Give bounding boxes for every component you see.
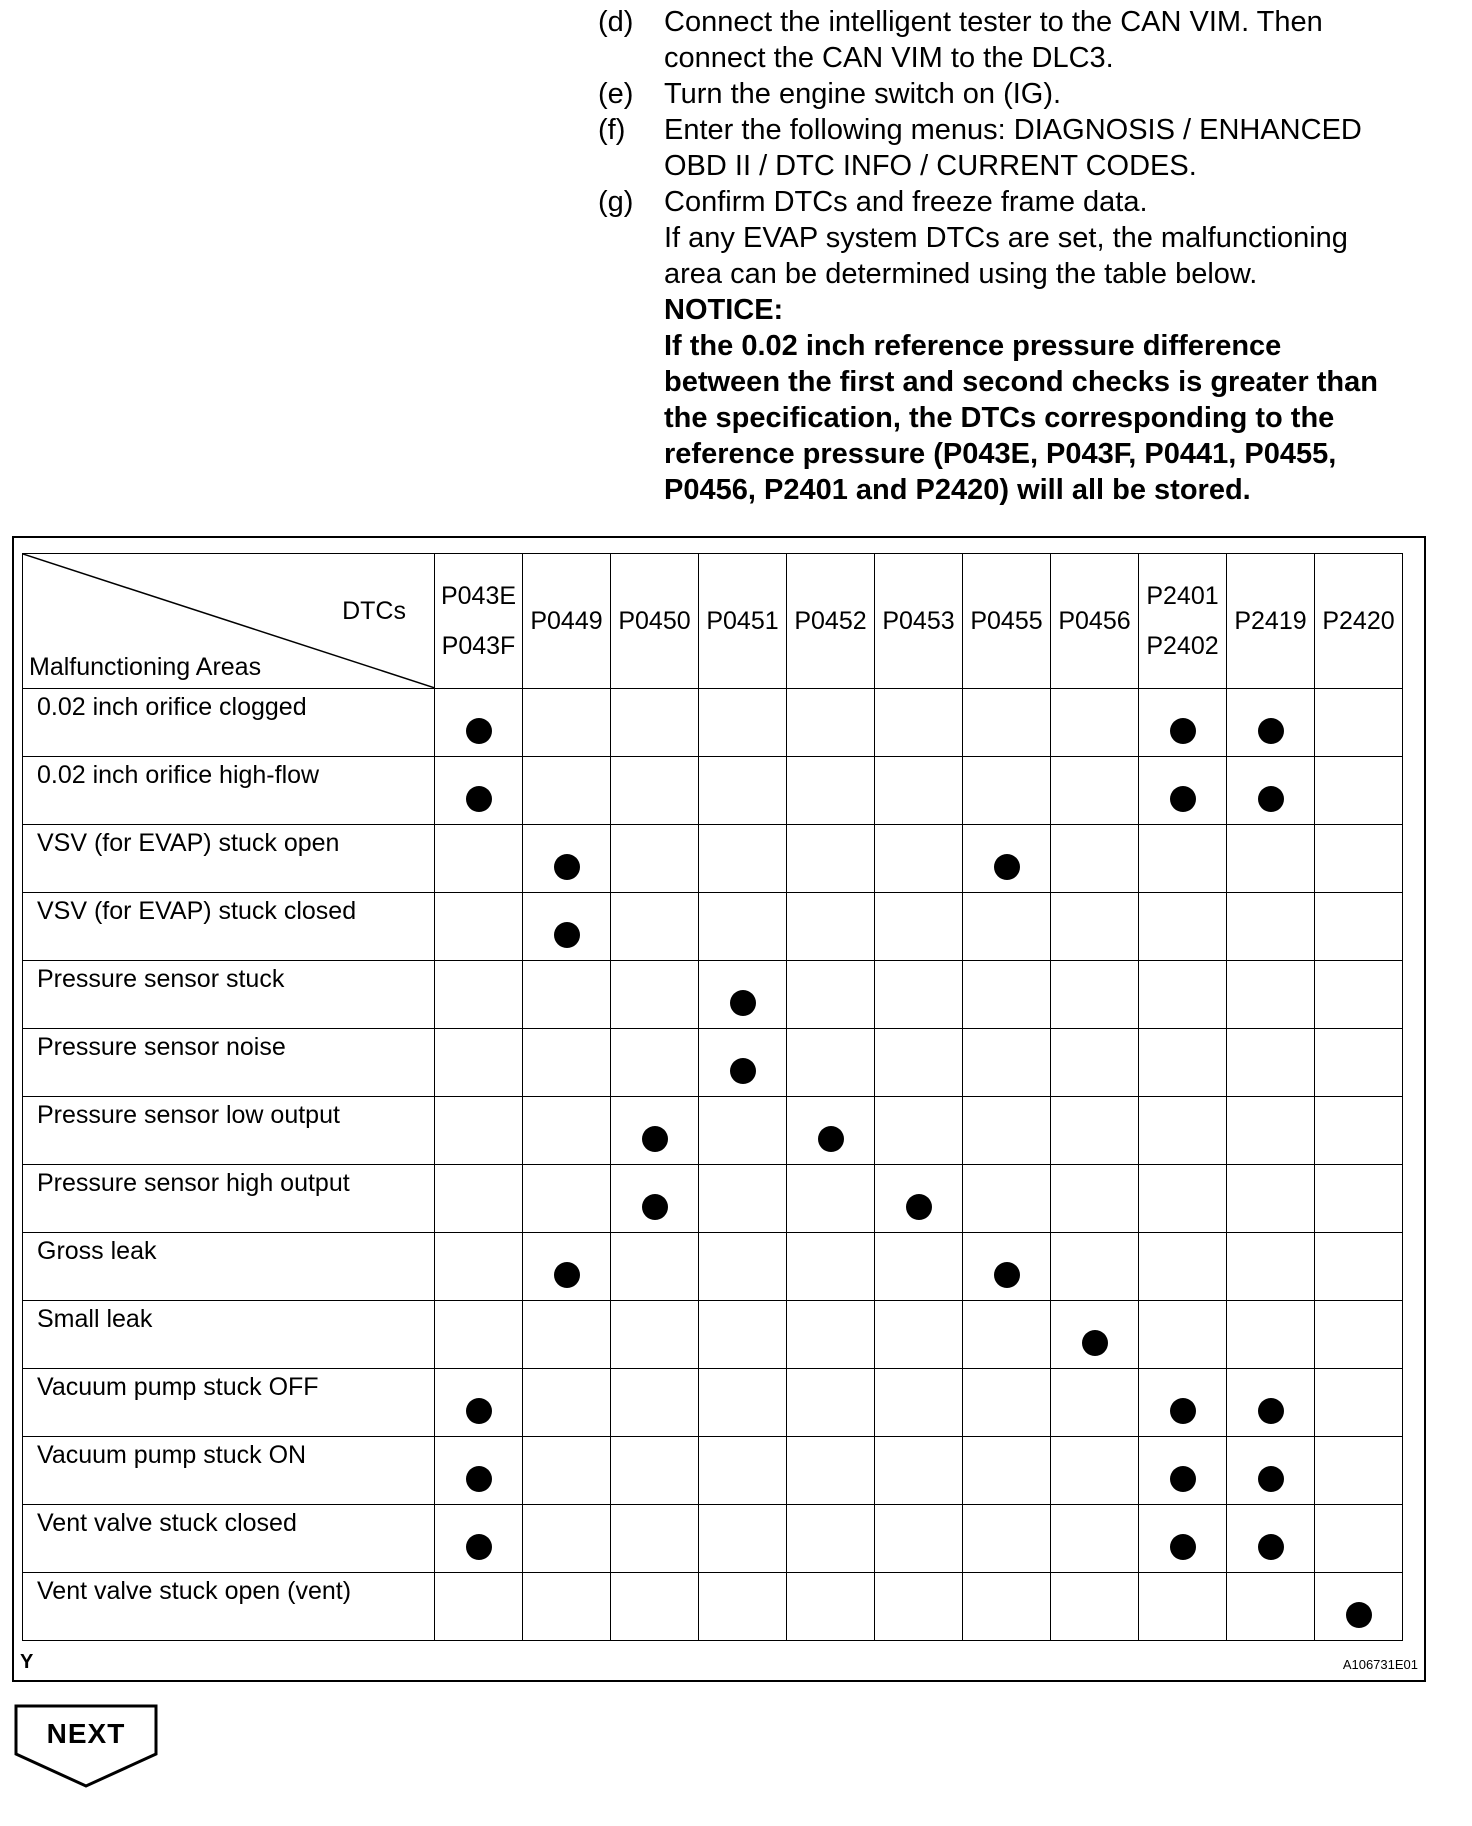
dtc-code: P0455 bbox=[970, 607, 1043, 635]
matrix-header-row bbox=[23, 554, 1403, 689]
matrix-cell bbox=[523, 1369, 611, 1437]
dtc-column-header bbox=[699, 554, 787, 689]
step-letter: (e) bbox=[598, 78, 634, 110]
dtc-column-header bbox=[875, 554, 963, 689]
matrix-cell bbox=[1139, 961, 1227, 1029]
matrix-cell bbox=[435, 1097, 523, 1165]
matrix-cell bbox=[1139, 1369, 1227, 1437]
dtc-mark-dot bbox=[642, 1194, 668, 1220]
matrix-cell bbox=[1227, 893, 1315, 961]
malfunction-area-cell: Pressure sensor stuck bbox=[23, 961, 435, 1029]
matrix-cell bbox=[1139, 825, 1227, 893]
matrix-cell bbox=[435, 1233, 523, 1301]
step-letter: (f) bbox=[598, 114, 626, 146]
matrix-cell bbox=[611, 1233, 699, 1301]
dtc-code: P0450 bbox=[618, 607, 691, 635]
dtc-mark-dot bbox=[730, 990, 756, 1016]
step-text bbox=[664, 76, 1438, 112]
matrix-cell bbox=[435, 1437, 523, 1505]
next-button-label: NEXT bbox=[46, 1718, 126, 1749]
matrix-cell bbox=[1315, 1369, 1403, 1437]
matrix-cell bbox=[875, 1369, 963, 1437]
malfunction-area-cell: Vent valve stuck open (vent) bbox=[23, 1573, 435, 1641]
dtc-mark-dot bbox=[466, 786, 492, 812]
dtc-code: P0452 bbox=[794, 607, 867, 635]
dtc-mark-dot bbox=[730, 1058, 756, 1084]
malfunction-area-cell: Pressure sensor low output bbox=[23, 1097, 435, 1165]
matrix-cell bbox=[435, 689, 523, 757]
matrix-cell bbox=[1139, 1505, 1227, 1573]
matrix-cell bbox=[875, 1165, 963, 1233]
matrix-cell bbox=[1051, 1437, 1139, 1505]
dtc-code: P2402 bbox=[1146, 632, 1219, 660]
matrix-cell bbox=[963, 1573, 1051, 1641]
notice-line: reference pressure (P043E, P043F, P0441, P0455, bbox=[664, 438, 1337, 470]
step-line: OBD II / DTC INFO / CURRENT CODES. bbox=[664, 150, 1197, 182]
matrix-cell bbox=[699, 1369, 787, 1437]
matrix-cell bbox=[699, 1233, 787, 1301]
matrix-cell bbox=[435, 1369, 523, 1437]
matrix-cell bbox=[1315, 1301, 1403, 1369]
matrix-cell bbox=[523, 1233, 611, 1301]
matrix-cell bbox=[1051, 1029, 1139, 1097]
matrix-cell bbox=[435, 825, 523, 893]
matrix-cell bbox=[611, 1165, 699, 1233]
step-letter: (d) bbox=[598, 6, 634, 38]
matrix-cell bbox=[787, 1233, 875, 1301]
matrix-cell bbox=[787, 1573, 875, 1641]
matrix-cell bbox=[699, 825, 787, 893]
matrix-cell bbox=[1227, 961, 1315, 1029]
matrix-cell bbox=[1315, 1573, 1403, 1641]
matrix-cell bbox=[787, 757, 875, 825]
matrix-cell bbox=[875, 1029, 963, 1097]
matrix-cell bbox=[611, 1573, 699, 1641]
dtc-mark-dot bbox=[1170, 718, 1196, 744]
matrix-cell bbox=[787, 1029, 875, 1097]
matrix-cell bbox=[1315, 1165, 1403, 1233]
matrix-cell bbox=[787, 1097, 875, 1165]
malfunction-area-cell: Vacuum pump stuck OFF bbox=[23, 1369, 435, 1437]
step-text bbox=[664, 184, 1438, 508]
matrix-cell bbox=[963, 1301, 1051, 1369]
matrix-cell bbox=[1227, 1505, 1315, 1573]
matrix-cell bbox=[611, 1097, 699, 1165]
matrix-row bbox=[23, 1165, 1403, 1233]
matrix-cell bbox=[1315, 689, 1403, 757]
matrix-cell bbox=[1051, 893, 1139, 961]
dtc-code: P0453 bbox=[882, 607, 955, 635]
matrix-cell bbox=[1315, 1437, 1403, 1505]
matrix-cell bbox=[1139, 689, 1227, 757]
matrix-row bbox=[23, 961, 1403, 1029]
dtc-mark-dot bbox=[1170, 786, 1196, 812]
step-item bbox=[598, 184, 1438, 508]
matrix-cell bbox=[523, 1505, 611, 1573]
matrix-cell bbox=[1227, 1369, 1315, 1437]
matrix-cell bbox=[435, 893, 523, 961]
matrix-cell bbox=[611, 961, 699, 1029]
figure-code: A106731E01 bbox=[1342, 1657, 1418, 1672]
notice-line: between the first and second checks is greater than bbox=[664, 366, 1378, 398]
matrix-cell bbox=[699, 961, 787, 1029]
matrix-cell bbox=[1051, 1573, 1139, 1641]
matrix-cell bbox=[523, 1165, 611, 1233]
matrix-cell bbox=[1139, 1165, 1227, 1233]
dtc-code: P2401 bbox=[1146, 582, 1219, 610]
matrix-cell bbox=[611, 757, 699, 825]
dtc-matrix-table bbox=[22, 553, 1403, 1641]
matrix-cell bbox=[1227, 1097, 1315, 1165]
matrix-cell bbox=[435, 1029, 523, 1097]
dtc-mark-dot bbox=[466, 718, 492, 744]
step-line: connect the CAN VIM to the DLC3. bbox=[664, 42, 1114, 74]
matrix-cell bbox=[523, 893, 611, 961]
matrix-cell bbox=[875, 1097, 963, 1165]
dtc-column-header bbox=[1227, 554, 1315, 689]
matrix-cell bbox=[787, 689, 875, 757]
dtc-column-header bbox=[435, 554, 523, 689]
dtc-code: P0449 bbox=[530, 607, 603, 635]
matrix-cell bbox=[963, 1029, 1051, 1097]
matrix-cell bbox=[1227, 1165, 1315, 1233]
step-item bbox=[598, 76, 1438, 112]
matrix-cell bbox=[1051, 1505, 1139, 1573]
dtc-mark-dot bbox=[1258, 718, 1284, 744]
step-line: If any EVAP system DTCs are set, the malfunctioning bbox=[664, 222, 1348, 254]
matrix-cell bbox=[435, 1573, 523, 1641]
dtc-column-header bbox=[1139, 554, 1227, 689]
matrix-cell bbox=[699, 893, 787, 961]
matrix-cell bbox=[523, 1573, 611, 1641]
dtc-code: P2419 bbox=[1234, 607, 1307, 635]
dtc-column-header bbox=[963, 554, 1051, 689]
matrix-cell bbox=[963, 825, 1051, 893]
matrix-cell bbox=[875, 689, 963, 757]
matrix-cell bbox=[435, 1301, 523, 1369]
dtc-column-header bbox=[787, 554, 875, 689]
dtc-code: P043F bbox=[441, 632, 516, 660]
matrix-cell bbox=[1227, 1437, 1315, 1505]
matrix-cell bbox=[963, 1369, 1051, 1437]
matrix-cell bbox=[611, 893, 699, 961]
dtc-mark-dot bbox=[466, 1534, 492, 1560]
procedure-steps bbox=[598, 4, 1438, 508]
dtc-mark-dot bbox=[642, 1126, 668, 1152]
dtc-mark-dot bbox=[554, 1262, 580, 1288]
matrix-cell bbox=[435, 961, 523, 1029]
matrix-cell bbox=[963, 1437, 1051, 1505]
step-item bbox=[598, 4, 1438, 76]
matrix-row bbox=[23, 1097, 1403, 1165]
matrix-cell bbox=[875, 1505, 963, 1573]
matrix-cell bbox=[435, 757, 523, 825]
corner-dtcs-label: DTCs bbox=[342, 597, 406, 625]
matrix-cell bbox=[1051, 1165, 1139, 1233]
dtc-mark-dot bbox=[1346, 1602, 1372, 1628]
matrix-cell bbox=[1051, 1097, 1139, 1165]
dtc-mark-dot bbox=[1258, 1534, 1284, 1560]
matrix-cell bbox=[963, 757, 1051, 825]
next-button[interactable] bbox=[14, 1704, 158, 1788]
step-line: Confirm DTCs and freeze frame data. bbox=[664, 186, 1148, 218]
matrix-row bbox=[23, 893, 1403, 961]
matrix-row bbox=[23, 1029, 1403, 1097]
matrix-cell bbox=[1315, 757, 1403, 825]
dtc-mark-dot bbox=[554, 922, 580, 948]
malfunction-area-cell: 0.02 inch orifice clogged bbox=[23, 689, 435, 757]
matrix-cell bbox=[963, 689, 1051, 757]
step-text bbox=[664, 4, 1438, 76]
matrix-cell bbox=[523, 1437, 611, 1505]
matrix-cell bbox=[699, 1437, 787, 1505]
dtc-mark-dot bbox=[1082, 1330, 1108, 1356]
dtc-mark-dot bbox=[1258, 1466, 1284, 1492]
matrix-cell bbox=[1051, 825, 1139, 893]
matrix-cell bbox=[1139, 1301, 1227, 1369]
matrix-cell bbox=[1315, 961, 1403, 1029]
matrix-cell bbox=[1139, 1097, 1227, 1165]
matrix-cell bbox=[1227, 1029, 1315, 1097]
step-item bbox=[598, 112, 1438, 184]
matrix-cell bbox=[1315, 1233, 1403, 1301]
matrix-cell bbox=[611, 689, 699, 757]
matrix-cell bbox=[787, 1165, 875, 1233]
malfunction-area-cell: Pressure sensor high output bbox=[23, 1165, 435, 1233]
dtc-mark-dot bbox=[1170, 1534, 1196, 1560]
matrix-cell bbox=[963, 1165, 1051, 1233]
dtc-column-header bbox=[611, 554, 699, 689]
matrix-cell bbox=[1139, 757, 1227, 825]
matrix-row bbox=[23, 689, 1403, 757]
matrix-cell bbox=[1315, 1097, 1403, 1165]
matrix-cell bbox=[1227, 1301, 1315, 1369]
malfunction-area-cell: VSV (for EVAP) stuck open bbox=[23, 825, 435, 893]
matrix-cell bbox=[875, 825, 963, 893]
matrix-cell bbox=[787, 893, 875, 961]
dtc-mark-dot bbox=[1170, 1466, 1196, 1492]
matrix-cell bbox=[699, 1301, 787, 1369]
matrix-cell bbox=[963, 1233, 1051, 1301]
matrix-cell bbox=[1315, 1029, 1403, 1097]
malfunction-area-cell: Small leak bbox=[23, 1301, 435, 1369]
matrix-corner-cell bbox=[23, 554, 435, 689]
matrix-row bbox=[23, 1301, 1403, 1369]
malfunction-area-cell: Pressure sensor noise bbox=[23, 1029, 435, 1097]
matrix-cell bbox=[523, 825, 611, 893]
matrix-cell bbox=[1051, 1233, 1139, 1301]
matrix-cell bbox=[1139, 1573, 1227, 1641]
matrix-cell bbox=[787, 1369, 875, 1437]
matrix-cell bbox=[787, 825, 875, 893]
matrix-cell bbox=[875, 757, 963, 825]
matrix-cell bbox=[875, 1301, 963, 1369]
matrix-cell bbox=[611, 1505, 699, 1573]
malfunction-area-cell: Gross leak bbox=[23, 1233, 435, 1301]
matrix-cell bbox=[435, 1505, 523, 1573]
matrix-cell bbox=[1051, 1301, 1139, 1369]
matrix-cell bbox=[523, 757, 611, 825]
matrix-cell bbox=[699, 1505, 787, 1573]
dtc-code: P043E bbox=[440, 582, 517, 610]
matrix-row bbox=[23, 1437, 1403, 1505]
dtc-mark-dot bbox=[1258, 1398, 1284, 1424]
dtc-matrix-figure bbox=[12, 536, 1426, 1682]
matrix-row bbox=[23, 1233, 1403, 1301]
dtc-column-header bbox=[1051, 554, 1139, 689]
matrix-cell bbox=[963, 961, 1051, 1029]
matrix-cell bbox=[1051, 961, 1139, 1029]
malfunction-area-cell: VSV (for EVAP) stuck closed bbox=[23, 893, 435, 961]
matrix-cell bbox=[787, 1301, 875, 1369]
matrix-cell bbox=[963, 1097, 1051, 1165]
matrix-cell bbox=[699, 1573, 787, 1641]
matrix-cell bbox=[1139, 1437, 1227, 1505]
dtc-mark-dot bbox=[994, 1262, 1020, 1288]
dtc-mark-dot bbox=[554, 854, 580, 880]
dtc-mark-dot bbox=[906, 1194, 932, 1220]
matrix-row bbox=[23, 825, 1403, 893]
matrix-row bbox=[23, 1573, 1403, 1641]
step-line: Enter the following menus: DIAGNOSIS / ENHANCED bbox=[664, 114, 1362, 146]
matrix-cell bbox=[1227, 689, 1315, 757]
matrix-row bbox=[23, 1369, 1403, 1437]
matrix-cell bbox=[1315, 825, 1403, 893]
matrix-cell bbox=[1051, 1369, 1139, 1437]
dtc-column-header bbox=[1315, 554, 1403, 689]
matrix-cell bbox=[611, 1029, 699, 1097]
matrix-cell bbox=[611, 1301, 699, 1369]
matrix-cell bbox=[1315, 893, 1403, 961]
matrix-cell bbox=[1227, 757, 1315, 825]
matrix-cell bbox=[611, 1369, 699, 1437]
matrix-cell bbox=[787, 1437, 875, 1505]
matrix-cell bbox=[523, 961, 611, 1029]
step-line: area can be determined using the table below. bbox=[664, 258, 1258, 290]
matrix-cell bbox=[523, 689, 611, 757]
matrix-cell bbox=[611, 825, 699, 893]
step-text bbox=[664, 112, 1438, 184]
matrix-cell bbox=[699, 757, 787, 825]
step-line: Turn the engine switch on (IG). bbox=[664, 78, 1062, 110]
dtc-mark-dot bbox=[1258, 786, 1284, 812]
matrix-cell bbox=[1139, 1029, 1227, 1097]
matrix-cell bbox=[1227, 825, 1315, 893]
dtc-mark-dot bbox=[466, 1398, 492, 1424]
matrix-cell bbox=[1139, 893, 1227, 961]
matrix-cell bbox=[611, 1437, 699, 1505]
dtc-code: P2420 bbox=[1322, 607, 1395, 635]
matrix-cell bbox=[787, 1505, 875, 1573]
notice-line: P0456, P2401 and P2420) will all be stored. bbox=[664, 474, 1251, 506]
notice-title: NOTICE: bbox=[664, 294, 784, 326]
dtc-mark-dot bbox=[818, 1126, 844, 1152]
matrix-cell bbox=[963, 1505, 1051, 1573]
notice-line: If the 0.02 inch reference pressure difference bbox=[664, 330, 1282, 362]
matrix-cell bbox=[699, 1165, 787, 1233]
matrix-cell bbox=[875, 893, 963, 961]
matrix-cell bbox=[1139, 1233, 1227, 1301]
matrix-cell bbox=[523, 1097, 611, 1165]
malfunction-area-cell: Vent valve stuck closed bbox=[23, 1505, 435, 1573]
matrix-cell bbox=[1315, 1505, 1403, 1573]
matrix-row bbox=[23, 757, 1403, 825]
dtc-code: P0451 bbox=[706, 607, 779, 635]
matrix-cell bbox=[875, 1437, 963, 1505]
matrix-cell bbox=[787, 961, 875, 1029]
matrix-cell bbox=[1227, 1233, 1315, 1301]
dtc-code: P0456 bbox=[1058, 607, 1131, 635]
matrix-row bbox=[23, 1505, 1403, 1573]
malfunction-area-cell: 0.02 inch orifice high-flow bbox=[23, 757, 435, 825]
step-line: Connect the intelligent tester to the CAN VIM. Then bbox=[664, 6, 1323, 38]
matrix-cell bbox=[1051, 689, 1139, 757]
dtc-mark-dot bbox=[994, 854, 1020, 880]
matrix-cell bbox=[875, 1233, 963, 1301]
corner-areas-label: Malfunctioning Areas bbox=[29, 653, 262, 681]
matrix-cell bbox=[875, 1573, 963, 1641]
matrix-cell bbox=[523, 1029, 611, 1097]
matrix-cell bbox=[699, 1097, 787, 1165]
dtc-column-header bbox=[523, 554, 611, 689]
figure-marker: Y bbox=[20, 1651, 34, 1673]
dtc-mark-dot bbox=[466, 1466, 492, 1492]
matrix-cell bbox=[1227, 1573, 1315, 1641]
dtc-mark-dot bbox=[1170, 1398, 1196, 1424]
matrix-cell bbox=[699, 1029, 787, 1097]
matrix-cell bbox=[963, 893, 1051, 961]
step-letter: (g) bbox=[598, 186, 634, 218]
matrix-cell bbox=[875, 961, 963, 1029]
matrix-cell bbox=[435, 1165, 523, 1233]
matrix-cell bbox=[699, 689, 787, 757]
matrix-cell bbox=[523, 1301, 611, 1369]
matrix-cell bbox=[1051, 757, 1139, 825]
malfunction-area-cell: Vacuum pump stuck ON bbox=[23, 1437, 435, 1505]
notice-line: the specification, the DTCs corresponding to the bbox=[664, 402, 1335, 434]
